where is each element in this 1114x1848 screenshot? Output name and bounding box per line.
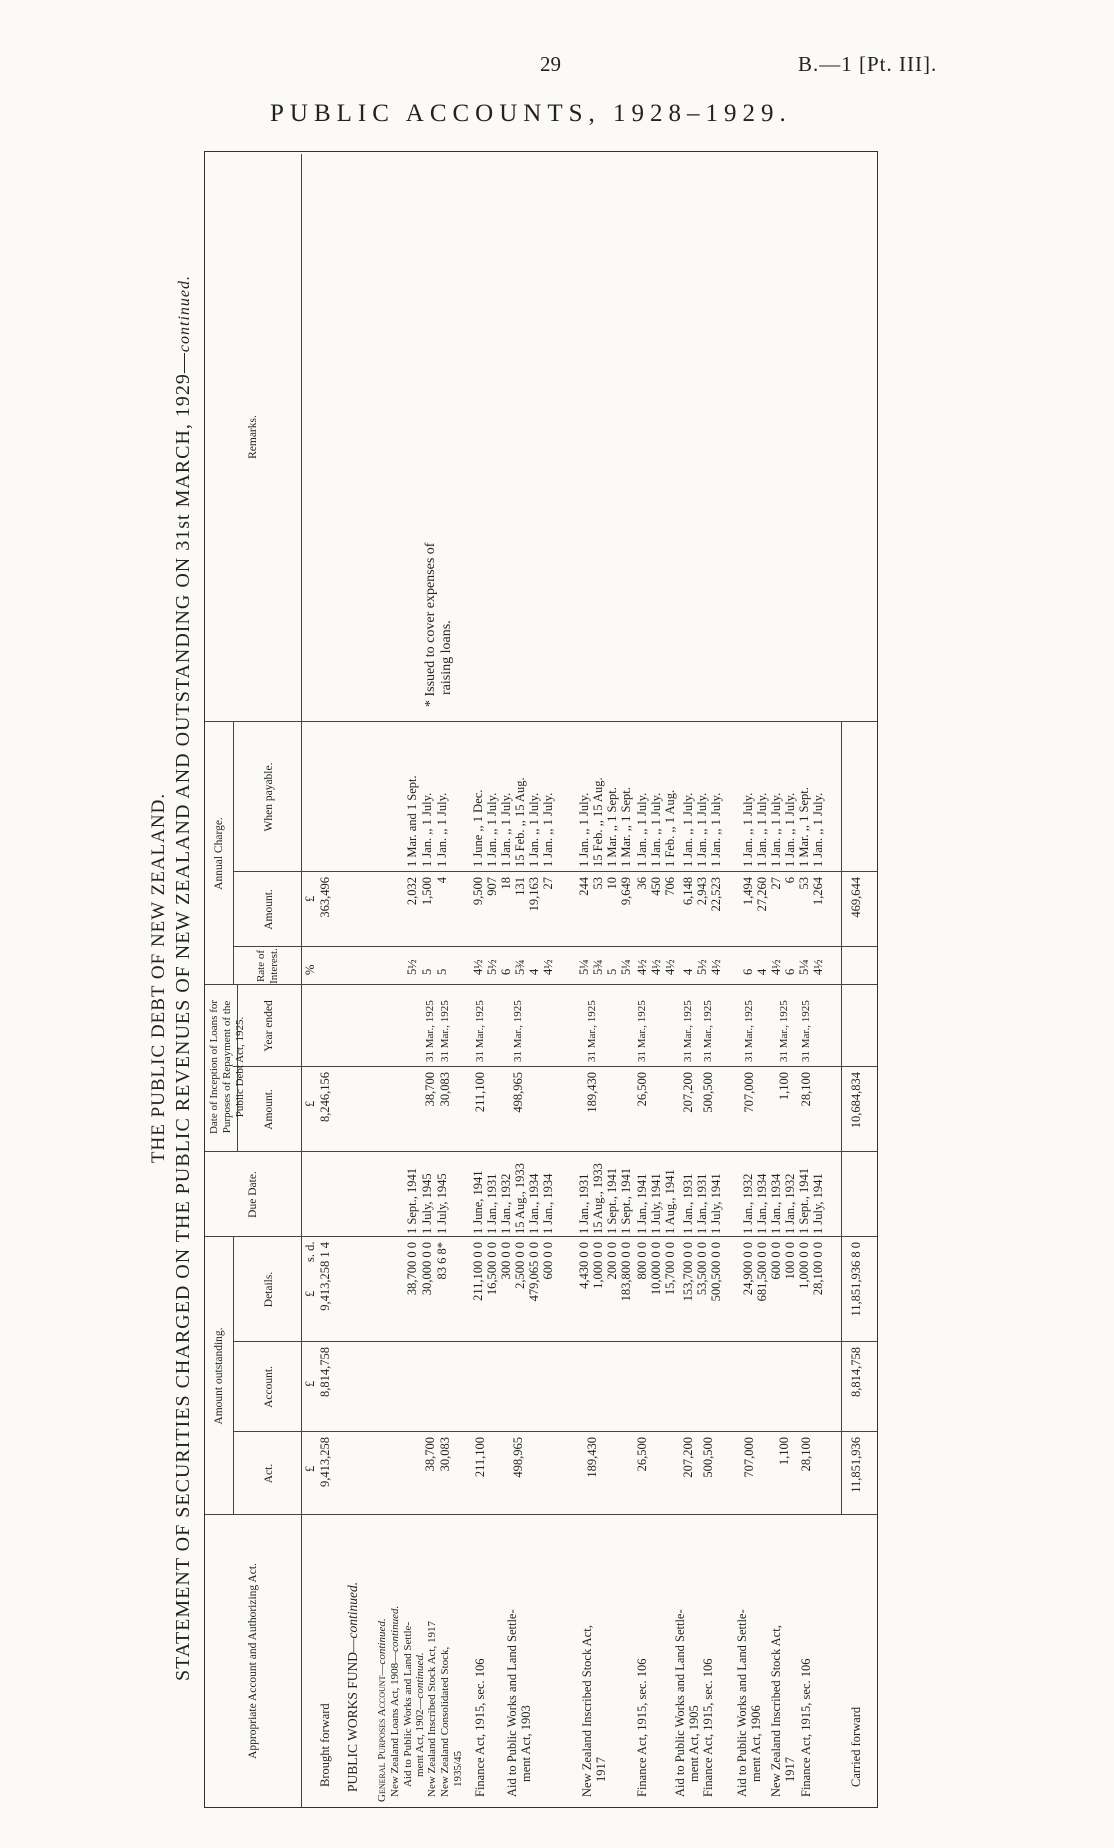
charge-cell: 907 <box>485 877 499 896</box>
unit-pound: £ <box>303 1290 317 1297</box>
charge-cell: 6,148 <box>681 877 695 906</box>
pay-cell: 1 Mar. ,, 1 Sept. <box>797 787 811 867</box>
account-amount: 8,814,758 <box>318 1347 332 1397</box>
col-year-ended: Year ended <box>263 1000 275 1052</box>
details-cell: 600 0 0 <box>769 1242 783 1280</box>
rate-cell: 5 <box>605 968 619 975</box>
col-rate: Rate of Interest. <box>255 948 280 984</box>
aid1903-label: Aid to Public Works and Land Settle- <box>505 1609 519 1797</box>
due-cell: 1 Jan., 1931 <box>681 1173 695 1234</box>
rate-cell: 5½ <box>485 959 499 975</box>
charge-cell: 450 <box>649 877 663 896</box>
due-cell: 1 Sept., 1941 <box>405 1168 419 1234</box>
due-cell: 15 Aug., 1933 <box>591 1163 605 1234</box>
details-cell: 681,500 0 0 <box>755 1242 769 1302</box>
pay-cell: 1 Jan. ,, 1 July. <box>741 792 755 867</box>
rate-cell: 6 <box>499 968 513 975</box>
charge-cell: 9,649 <box>619 877 633 906</box>
year-ended-cell: 31 Mar., 1925 <box>800 1000 812 1062</box>
charge-cell: 10 <box>605 877 619 890</box>
due-cell: 1 Sept., 1941 <box>797 1168 811 1234</box>
details-cell: 1,000 0 0 <box>591 1242 605 1289</box>
rate-cell: 5¾ <box>591 959 605 975</box>
pay-cell: 1 Jan. ,, 1 July. <box>420 792 434 867</box>
inception-amount: 207,200 <box>681 1072 695 1113</box>
details-cell: 15,700 0 0 <box>663 1242 677 1296</box>
pay-cell: 1 Jan. ,, 1 July. <box>635 792 649 867</box>
charge-cell: 27,260 <box>755 877 769 912</box>
unit-pound: £ <box>303 1100 317 1107</box>
details-cell: 600 0 0 <box>541 1242 555 1280</box>
year-ended-cell: 31 Mar., 1925 <box>586 1000 598 1062</box>
charge-cell: 131 <box>513 877 527 896</box>
year-ended-cell: 31 Mar., 1925 <box>636 1000 648 1062</box>
charge-cell: 19,163 <box>527 877 541 912</box>
inscribed-stock-label-cont: 1917 <box>783 1757 797 1782</box>
col-inception: Date of Inception of Loans for Purposes of Repayment of the Public Debt Act, 1925. <box>208 999 246 1135</box>
act-amount: 498,965 <box>511 1437 525 1478</box>
col-act-name: Appropriate Account and Authorizing Act. <box>247 1563 259 1759</box>
pay-cell: 1 Jan. ,, 1 July. <box>769 792 783 867</box>
due-cell: 1 Jan., 1932 <box>499 1173 513 1234</box>
charge-cell: 36 <box>635 877 649 890</box>
pay-cell: 1 Jan. ,, 1 July. <box>435 792 449 867</box>
unit-pound: £ <box>303 1465 317 1472</box>
charge-cell: 1,494 <box>741 877 755 906</box>
charge-cell: 2,032 <box>405 877 419 906</box>
document-reference: B.—1 [Pt. III]. <box>798 52 938 76</box>
pay-cell: 1 Jan. ,, 1 July. <box>527 792 541 867</box>
rate-cell: 4½ <box>663 959 677 975</box>
col-annual-charge: Annual Charge. <box>213 817 225 890</box>
remark-note-cont: raising loans. <box>439 620 454 695</box>
pay-cell: 1 Mar. ,, 1 Sept. <box>619 787 633 867</box>
debt-table <box>204 151 878 1808</box>
pay-cell: 1 Jan. ,, 1 July. <box>811 792 825 867</box>
consolidated-stock-label-cont: 1935/45 <box>452 1750 464 1787</box>
consolidated-stock-label: New Zealand Consolidated Stock, <box>439 1646 451 1797</box>
due-cell: 1 Sept., 1941 <box>605 1168 619 1234</box>
aid1903-label-cont: ment Act, 1903 <box>519 1705 533 1782</box>
pay-cell: 1 Mar. and 1 Sept. <box>405 775 419 867</box>
details-cell: 300 0 0 <box>499 1242 513 1280</box>
inscribed-stock-label: New Zealand Inscribed Stock Act, <box>769 1625 783 1797</box>
rate-cell: 4 <box>755 968 769 975</box>
rate-cell: 4½ <box>471 959 485 975</box>
finance-act-label: Finance Act, 1915, sec. 106 <box>635 1658 649 1797</box>
details-cell: 10,000 0 0 <box>649 1242 663 1296</box>
inception-amount: 189,430 <box>585 1072 599 1113</box>
due-cell: 15 Aug., 1933 <box>513 1163 527 1234</box>
due-cell: 1 Jan., 1931 <box>695 1173 709 1234</box>
unit-percent: % <box>303 964 317 975</box>
remark-note: * Issued to cover expenses of <box>423 542 438 707</box>
carried-forward-label: Carried forward <box>849 1706 863 1787</box>
charge-cell: 27 <box>541 877 555 890</box>
rate-cell: 5 <box>420 968 434 975</box>
inception-amount: 28,100 <box>799 1072 813 1107</box>
rate-cell: 5 <box>435 968 449 975</box>
nz-loans-act-label: New Zealand Loans Act, 1908—continued. <box>389 1605 401 1797</box>
finance-act-label: Finance Act, 1915, sec. 106 <box>799 1658 813 1797</box>
inception-amount: 707,000 <box>742 1072 756 1113</box>
rotated-statement <box>144 148 984 1808</box>
pay-cell: 1 June ,, 1 Dec. <box>471 789 485 867</box>
rate-cell: 5½ <box>695 959 709 975</box>
rate-cell: 4½ <box>709 959 723 975</box>
aid1906-label-cont: ment Act, 1906 <box>749 1705 763 1782</box>
pay-cell: 1 Jan. ,, 1 July. <box>755 792 769 867</box>
col-account: Account. <box>263 1366 275 1408</box>
inscribed-stock-label-cont: 1917 <box>594 1757 608 1782</box>
details-cell: 1,000 0 0 <box>797 1242 811 1289</box>
details-cell: 200 0 0 <box>605 1242 619 1280</box>
finance-act-label: Finance Act, 1915, sec. 106 <box>701 1658 715 1797</box>
pay-cell: 1 Jan. ,, 1 July. <box>695 792 709 867</box>
unit-shillings-pence: s. d. <box>303 1241 317 1262</box>
charge-cell: 2,943 <box>695 877 709 906</box>
year-ended-cell: 31 Mar., 1925 <box>778 1000 790 1062</box>
due-cell: 1 Jan., 1931 <box>485 1173 499 1234</box>
fund-heading: PUBLIC WORKS FUND—continued. <box>345 1581 360 1792</box>
inception-amount: 498,965 <box>511 1072 525 1113</box>
details-cell: 479,065 0 0 <box>527 1242 541 1302</box>
pay-cell: 1 Jan. ,, 1 July. <box>485 792 499 867</box>
year-ended-cell: 31 Mar., 1925 <box>682 1000 694 1062</box>
act-amount: 500,500 <box>701 1437 715 1478</box>
aid1902-label-cont: ment Act, 1902—continued. <box>414 1652 426 1777</box>
details-cell: 800 0 0 <box>635 1242 649 1280</box>
inception-amount: 8,246,156 <box>318 1072 332 1122</box>
act-amount: 189,430 <box>585 1437 599 1478</box>
details-cell: 28,100 0 0 <box>811 1242 825 1296</box>
charge-total: 469,644 <box>849 877 863 918</box>
details-cell: 100 0 0 <box>783 1242 797 1280</box>
account-total: 8,814,758 <box>849 1347 863 1397</box>
charge-cell: 6 <box>783 877 797 884</box>
due-cell: 1 July, 1941 <box>811 1173 825 1234</box>
rate-cell: 4½ <box>635 959 649 975</box>
due-cell: 1 Jan., 1934 <box>755 1173 769 1234</box>
due-cell: 1 Jan., 1931 <box>577 1173 591 1234</box>
details-cell: 16,500 0 0 <box>485 1242 499 1296</box>
details-cell: 153,700 0 0 <box>681 1242 695 1302</box>
details-cell: 183,800 0 0 <box>619 1242 633 1302</box>
year-ended-cell: 31 Mar., 1925 <box>512 1000 524 1062</box>
col-inception-amount: Amount. <box>263 1089 275 1130</box>
rate-cell: 5¾ <box>513 959 527 975</box>
col-details: Details. <box>263 1271 275 1308</box>
due-cell: 1 Jan., 1934 <box>769 1173 783 1234</box>
details-cell: 211,100 0 0 <box>471 1242 485 1301</box>
finance-act-label: Finance Act, 1915, sec. 106 <box>473 1658 487 1797</box>
general-account-heading: General Purposes Account—continued. <box>376 1618 388 1802</box>
due-cell: 1 July, 1941 <box>709 1173 723 1234</box>
inscribed-stock-label: New Zealand Inscribed Stock Act, <box>580 1625 594 1797</box>
charge-cell: 9,500 <box>471 877 485 906</box>
unit-pound: £ <box>303 1380 317 1387</box>
inception-amount: 500,500 <box>701 1072 715 1113</box>
page-number: 29 <box>540 52 561 76</box>
act-amount: 207,200 <box>681 1437 695 1478</box>
charge-cell: 4 <box>435 877 449 884</box>
col-act: Act. <box>263 1463 275 1484</box>
pay-cell: 1 Feb. ,, 1 Aug. <box>663 789 677 867</box>
act-amount: 707,000 <box>742 1437 756 1478</box>
year-ended-cell: 31 Mar., 1925 <box>424 1000 436 1062</box>
act-amount: 28,100 <box>799 1437 813 1472</box>
rate-cell: 4 <box>527 968 541 975</box>
inception-amount: 26,500 <box>635 1072 649 1107</box>
details-amount: 9,413,258 1 4 <box>318 1242 332 1311</box>
pay-cell: 1 Jan. ,, 1 July. <box>783 792 797 867</box>
unit-pound: £ <box>303 895 317 902</box>
inception-amount: 38,700 <box>423 1072 437 1107</box>
pay-cell: 1 Jan. ,, 1 July. <box>499 792 513 867</box>
col-remarks: Remarks. <box>247 415 259 459</box>
due-cell: 1 July, 1941 <box>649 1173 663 1234</box>
act-total: 11,851,936 <box>849 1437 863 1493</box>
details-cell: 83 6 8* <box>435 1242 449 1280</box>
act-amount: 211,100 <box>473 1437 487 1478</box>
details-total: 11,851,936 8 0 <box>849 1242 863 1317</box>
pay-cell: 15 Feb. ,, 15 Aug. <box>513 777 527 867</box>
act-amount: 30,083 <box>438 1437 452 1472</box>
charge-cell: 706 <box>663 877 677 896</box>
due-cell: 1 June, 1941 <box>471 1170 485 1234</box>
year-ended-cell: 31 Mar., 1925 <box>702 1000 714 1062</box>
rate-cell: 5½ <box>405 959 419 975</box>
details-cell: 30,000 0 0 <box>420 1242 434 1296</box>
pay-cell: 1 Jan. ,, 1 July. <box>709 792 723 867</box>
act-amount: 38,700 <box>423 1437 437 1472</box>
rate-cell: 5¼ <box>619 959 633 975</box>
due-cell: 1 July, 1945 <box>420 1173 434 1234</box>
charge-amount: 363,496 <box>318 877 332 918</box>
page-title: PUBLIC ACCOUNTS, 1928–1929. <box>270 100 792 127</box>
rate-cell: 4½ <box>811 959 825 975</box>
act-amount: 26,500 <box>635 1437 649 1472</box>
charge-cell: 53 <box>797 877 811 890</box>
aid1905-label-cont: ment Act, 1905 <box>687 1705 701 1782</box>
charge-cell: 53 <box>591 877 605 890</box>
brought-forward-label: Brought forward <box>318 1703 332 1787</box>
charge-cell: 1,264 <box>811 877 825 906</box>
statement-subheading: STATEMENT OF SECURITIES CHARGED ON THE PUBLIC REVENUES OF NEW ZEALAND AND OUTSTANDING ON 31st MARCH, 1929—continued. <box>172 274 194 1682</box>
due-cell: 1 Jan., 1932 <box>741 1173 755 1234</box>
due-cell: 1 Aug., 1941 <box>663 1169 677 1234</box>
inscribed1917-label: New Zealand Inscribed Stock Act, 1917 <box>426 1621 438 1797</box>
pay-cell: 1 Jan. ,, 1 July. <box>541 792 555 867</box>
col-amount-outstanding: Amount outstanding. <box>213 1327 225 1425</box>
due-cell: 1 Sept., 1941 <box>619 1168 633 1234</box>
col-due-date: Due Date. <box>247 1171 259 1218</box>
rate-cell: 4½ <box>649 959 663 975</box>
details-cell: 53,500 0 0 <box>695 1242 709 1296</box>
inception-amount: 1,100 <box>777 1072 791 1101</box>
rate-cell: 5¼ <box>577 959 591 975</box>
details-cell: 4,430 0 0 <box>577 1242 591 1289</box>
rate-cell: 5¼ <box>797 959 811 975</box>
year-ended-cell: 31 Mar., 1925 <box>439 1000 451 1062</box>
due-cell: 1 Jan., 1941 <box>635 1173 649 1234</box>
aid1906-label: Aid to Public Works and Land Settle- <box>735 1609 749 1797</box>
rate-cell: 6 <box>741 968 755 975</box>
charge-cell: 18 <box>499 877 513 890</box>
rate-cell: 6 <box>783 968 797 975</box>
details-cell: 24,900 0 0 <box>741 1242 755 1296</box>
year-ended-cell: 31 Mar., 1925 <box>743 1000 755 1062</box>
pay-cell: 15 Feb. ,, 15 Aug. <box>591 777 605 867</box>
act-amount: 1,100 <box>777 1437 791 1466</box>
aid1902-label: Aid to Public Works and Land Settle- <box>402 1621 414 1787</box>
due-cell: 1 Jan., 1934 <box>541 1173 555 1234</box>
charge-cell: 27 <box>769 877 783 890</box>
rate-cell: 4½ <box>769 959 783 975</box>
pay-cell: 1 Mar. ,, 1 Sept. <box>605 787 619 867</box>
charge-cell: 22,523 <box>709 877 723 912</box>
aid1905-label: Aid to Public Works and Land Settle- <box>673 1609 687 1797</box>
year-ended-cell: 31 Mar., 1925 <box>474 1000 486 1062</box>
charge-cell: 1,500 <box>420 877 434 906</box>
due-cell: 1 Jan., 1934 <box>527 1173 541 1234</box>
rate-cell: 4 <box>681 968 695 975</box>
inception-amount: 211,100 <box>473 1072 487 1113</box>
details-cell: 2,500 0 0 <box>513 1242 527 1289</box>
details-cell: 500,500 0 0 <box>709 1242 723 1302</box>
inception-total: 10,684,834 <box>849 1072 863 1129</box>
due-cell: 1 July, 1945 <box>435 1173 449 1234</box>
pay-cell: 1 Jan. ,, 1 July. <box>577 792 591 867</box>
act-amount: 9,413,258 <box>318 1437 332 1487</box>
pay-cell: 1 Jan. ,, 1 July. <box>681 792 695 867</box>
col-when-payable: When payable. <box>263 762 275 832</box>
charge-cell: 244 <box>577 877 591 896</box>
inception-amount: 30,083 <box>438 1072 452 1107</box>
pay-cell: 1 Jan. ,, 1 July. <box>649 792 663 867</box>
due-cell: 1 Jan., 1932 <box>783 1173 797 1234</box>
rate-cell: 4½ <box>541 959 555 975</box>
statement-heading: THE PUBLIC DEBT OF NEW ZEALAND. <box>148 792 169 1164</box>
details-cell: 38,700 0 0 <box>405 1242 419 1296</box>
col-charge-amount: Amount. <box>263 889 275 930</box>
